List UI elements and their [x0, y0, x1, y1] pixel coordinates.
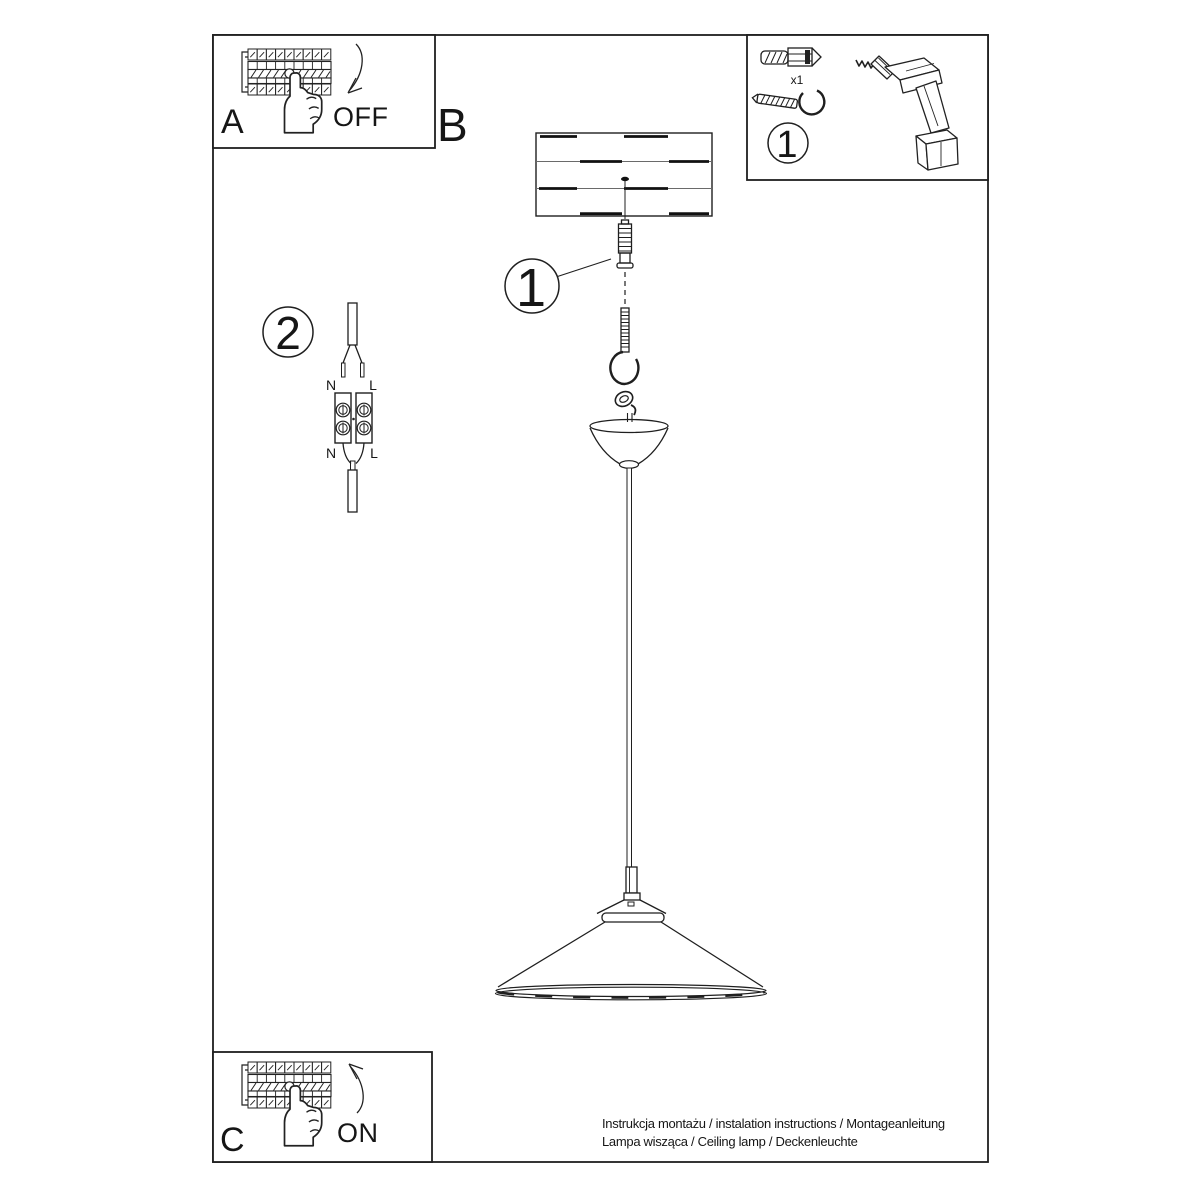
wiring-badge-number: 2 [275, 307, 301, 359]
footer-line2: Lampa wisząca / Ceiling lamp / Deckenleuchte [602, 1134, 858, 1149]
tools-badge-number: 1 [776, 124, 798, 166]
step-c-action: ON [337, 1118, 379, 1148]
ceiling-hole [621, 177, 629, 181]
step-c-box [213, 1052, 432, 1162]
main-frame [213, 35, 988, 1162]
step-a-label: A [221, 103, 244, 141]
callout-1-number: 1 [515, 258, 547, 318]
step-c-label: C [220, 1121, 245, 1159]
step-b-label: B [437, 99, 468, 151]
terminal-n-top: N [325, 377, 337, 393]
terminal-l-top: L [369, 377, 377, 393]
tools-box [747, 35, 988, 180]
terminal-l-bottom: L [370, 445, 378, 461]
terminal-n-bottom: N [325, 445, 337, 461]
anchor-quantity: x1 [790, 73, 804, 87]
step-a-box [213, 35, 435, 148]
footer-line1: Instrukcja montażu / instalation instructions / Montageanleitung [602, 1116, 945, 1131]
suspension-cord [627, 468, 632, 867]
step-a-action: OFF [333, 102, 389, 132]
